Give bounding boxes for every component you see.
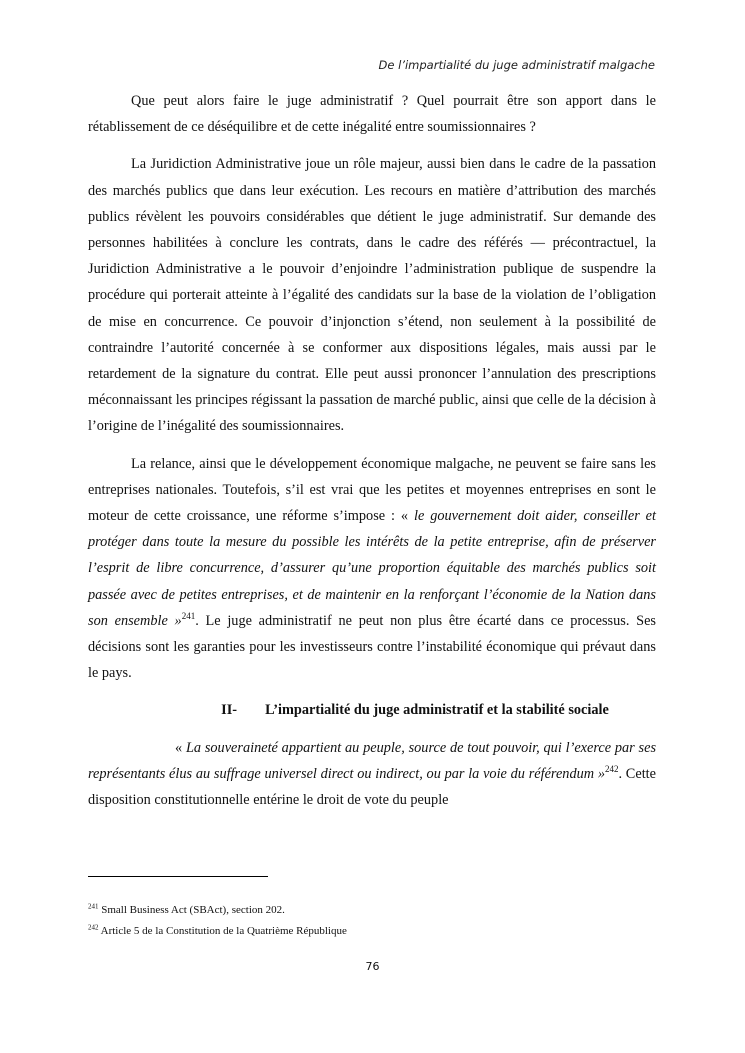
footnote-ref-242: 242 xyxy=(604,764,619,775)
paragraph-3-outro: . Le juge administratif ne peut non plus être écarté dans ce processus. Ses décisions sont les garanties pour les investisseurs contre l’instabilité économique qui prévaut dans le pays. xyxy=(88,612,656,682)
paragraph-4 xyxy=(88,735,656,814)
body-text xyxy=(88,88,656,824)
section-heading xyxy=(88,697,656,723)
running-head: De l’impartialité du juge administratif malgache xyxy=(378,58,655,72)
paragraph-4-outro: . Cette disposition constitutionnelle entérine le droit de vote du peuple xyxy=(88,765,656,809)
section-title: L’impartialité du juge administratif et la stabilité sociale xyxy=(265,702,609,719)
section-number: II- xyxy=(221,702,238,719)
footnote-242 xyxy=(88,921,347,942)
footnote-number: 241 xyxy=(88,902,99,911)
paragraph-4-quote: La souveraineté appartient au peuple, source de tout pouvoir, qui l’exerce par ses représentants élus au suffrage universel direct ou indirect, ou par la voie du référendum » xyxy=(88,739,657,782)
footnote-number: 242 xyxy=(88,923,99,932)
paragraph-1: Que peut alors faire le juge administratif ? Quel pourrait être son apport dans le rétablissement de ce déséquilibre et de cette inégalité entre soumissionnaires ? xyxy=(88,93,656,136)
footnote-separator xyxy=(88,876,268,877)
footnote-241 xyxy=(88,900,347,921)
footnote-text: Small Business Act (SBAct), section 202. xyxy=(98,904,285,916)
footnote-text: Article 5 de la Constitution de la Quatrième République xyxy=(98,925,347,937)
footnotes xyxy=(88,900,347,942)
paragraph-3-quote: le gouvernement doit aider, conseiller et protéger dans toute la mesure du possible les intérêts de la petite entreprise, afin de préserver l’esprit de libre concurrence, d’assurer qu’une proportion équitable des marchés publics soit passée avec de petites entreprises, et de maintenir en la renforçant l’économie de la Nation dans son ensemble » xyxy=(88,508,657,629)
footnote-ref-241: 241 xyxy=(181,611,196,622)
page-number: 76 xyxy=(365,960,380,973)
paragraph-3 xyxy=(88,451,656,687)
paragraph-3-intro: La relance, ainsi que le développement économique malgache, ne peuvent se faire sans les entreprises nationales. Toutefois, s’il est vrai que les petites et moyennes entreprises en sont le moteur de cette croissance, une réforme s’impose : « xyxy=(88,455,656,525)
paragraph-4-open: « xyxy=(175,739,186,756)
paragraph-2: La Juridiction Administrative joue un rôle majeur, aussi bien dans le cadre de la passation des marchés publics que dans leur exécution. Les recours en matière d’attribution des marchés publics révèlent les pouvoirs considérables que détient le juge administratif. Sur demande des personnes habilitées à conclure les contrats, dans le cadre des référés — précontractuel, la Juridiction Administrative a le pouvoir d’enjoindre l’administration publique de suspendre la procédure qui porterait atteinte à l’égalité des candidats sur la base de la violation de l’obligation de mise en concurrence. Ce pouvoir d’injonction s’étend, non seulement à la possibilité de contraindre l’autorité concernée à se conformer aux dispositions légales, mais aussi par le retardement de la signature du contrat. Elle peut aussi prononcer l’annulation des prescriptions méconnaissant les principes régissant la passation de marché public, ainsi que celle de la décision à l’origine de l’inégalité des soumissionnaires. xyxy=(88,156,656,435)
